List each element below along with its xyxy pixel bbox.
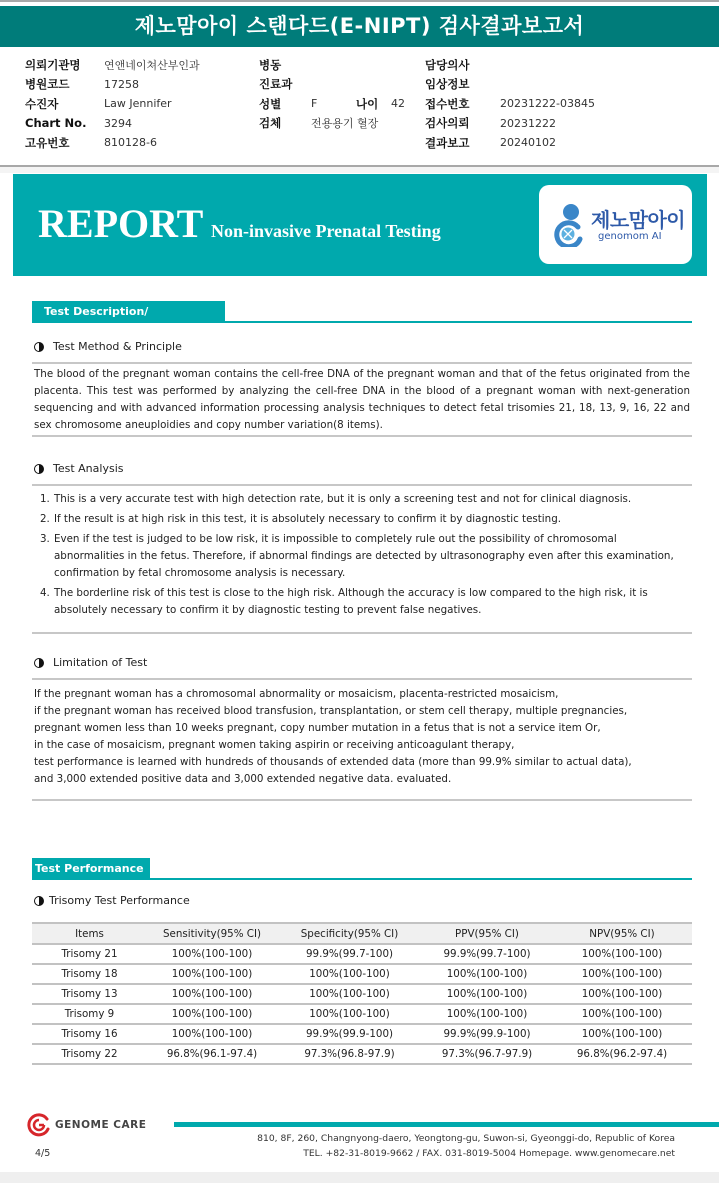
divider (32, 435, 692, 437)
subhead-analysis-label: Test Analysis (53, 462, 124, 475)
cell: Trisomy 13 (32, 984, 147, 1004)
grey-strip (0, 167, 719, 173)
genomom-mother-icon (551, 203, 587, 247)
cell: Trisomy 18 (32, 964, 147, 984)
info-value: 20231222-03845 (500, 97, 595, 111)
info-label: 접수번호 (425, 96, 470, 111)
info-row-report-date (425, 133, 595, 153)
info-row-clinical-info (425, 75, 595, 95)
info-row-department (259, 75, 405, 95)
cell: 100%(100-100) (147, 1024, 277, 1044)
half-circle-icon (34, 658, 44, 668)
subhead-limitation (34, 656, 147, 669)
info-label: 병원코드 (25, 77, 70, 92)
info-label: 진료과 (259, 77, 293, 92)
info-row-hospital-code (25, 75, 200, 95)
cell: 100%(100-100) (277, 1004, 422, 1024)
info-label: 담당의사 (425, 57, 470, 72)
cell: 100%(100-100) (147, 984, 277, 1004)
info-label: 검체 (259, 116, 282, 131)
info-row-sex-age (259, 94, 405, 114)
divider (32, 632, 692, 634)
section-header-description (32, 301, 692, 339)
bottom-strip (0, 1172, 719, 1183)
info-label: 고유번호 (25, 135, 70, 150)
cell: 97.3%(96.7-97.9) (422, 1044, 552, 1064)
patient-info-col2 (259, 55, 405, 133)
subhead-limitation-label: Limitation of Test (53, 656, 148, 669)
info-row-receipt-no (425, 94, 595, 114)
cell: 100%(100-100) (552, 984, 692, 1004)
col-header-sensitivity: Sensitivity(95% CI) (147, 923, 277, 944)
info-row-specimen (259, 114, 405, 134)
info-label: Chart No. (25, 116, 87, 131)
analysis-item (40, 491, 690, 508)
footer-contact: TEL. +82-31-8019-9662 / FAX. 031-8019-5004 Homepage. www.genomecare.net (303, 1148, 675, 1159)
table-row (32, 944, 692, 964)
cell: 99.9%(99.7-100) (422, 944, 552, 964)
analysis-item (40, 531, 690, 582)
item-text: Even if the test is judged to be low risk, it is impossible to completely rule out the possibility of chromosomal abnormalities in the fetus. Therefore, if abnormal findings are detected by ultrasonography even after this examination, confirmation by fetal chromosome analysis is necessary. (54, 533, 674, 579)
half-circle-icon (34, 342, 44, 352)
item-text: The borderline risk of this test is close to the high risk. Although the accuracy is low compared to the high risk, it is absolutely necessary to confirm it by diagnostic testing to prevent false negatives. (54, 587, 648, 616)
col-header-specificity: Specificity(95% CI) (277, 923, 422, 944)
report-banner (13, 174, 707, 276)
limitation-line: If the pregnant woman has a chromosomal abnormality or mosaicism, placenta-restricted mosaicism, (34, 688, 559, 700)
genomecare-wordmark: GENOME CARE (55, 1119, 147, 1131)
info-label-age: 나이 (356, 96, 379, 111)
info-row-doctor (425, 55, 595, 75)
banner-report-label: REPORT (38, 201, 204, 246)
info-row-chart-no (25, 114, 200, 134)
limitation-line: if the pregnant woman has received blood transfusion, transplantation, or stem cell therapy, multiple pregnancies, (34, 705, 628, 717)
item-number: 4. (40, 587, 50, 599)
cell: 96.8%(96.2-97.4) (552, 1044, 692, 1064)
table-row (32, 1044, 692, 1064)
table-row (32, 1004, 692, 1024)
trisomy-performance-table (32, 922, 692, 1065)
analysis-list (40, 491, 690, 622)
info-label: 임상정보 (425, 77, 470, 92)
cell: 100%(100-100) (422, 984, 552, 1004)
footer-address: 810, 8F, 260, Changnyong-daero, Yeongtong-gu, Suwon-si, Gyeonggi-do, Republic of Korea (257, 1133, 675, 1144)
cell: 100%(100-100) (552, 1004, 692, 1024)
table-row (32, 984, 692, 1004)
cell: Trisomy 16 (32, 1024, 147, 1044)
genomom-logo (539, 185, 692, 264)
info-value-age: 42 (391, 97, 405, 111)
limitation-line: in the case of mosaicism, pregnant women taking aspirin or receiving anticoagulant therapy, (34, 739, 515, 751)
info-label: 성별 (259, 96, 282, 111)
limitation-line: and 3,000 extended positive data and 3,000 extended negative data. evaluated. (34, 773, 452, 785)
top-rule (0, 0, 719, 2)
item-text: This is a very accurate test with high detection rate, but it is only a screening test and not for clinical diagnosis. (54, 493, 632, 505)
divider (32, 362, 692, 364)
table-row (32, 1024, 692, 1044)
patient-info-col1 (25, 55, 200, 153)
info-value: Law Jennifer (104, 97, 172, 111)
info-row-patient (25, 94, 200, 114)
info-label: 결과보고 (425, 135, 470, 150)
info-label: 검사의뢰 (425, 116, 470, 131)
cell: 100%(100-100) (147, 964, 277, 984)
limitation-text (34, 686, 690, 788)
item-number: 2. (40, 513, 50, 525)
section-tab-performance: Test Performance (32, 858, 150, 879)
info-value: F (311, 97, 318, 111)
banner-subtitle: Non-invasive Prenatal Testing (211, 221, 441, 241)
table-row (32, 964, 692, 984)
info-row-request-date (425, 114, 595, 134)
divider (32, 799, 692, 801)
info-row-ward (259, 55, 405, 75)
cell: 99.9%(99.9-100) (422, 1024, 552, 1044)
info-label: 병동 (259, 57, 282, 72)
cell: 100%(100-100) (277, 984, 422, 1004)
half-circle-icon (34, 896, 44, 906)
cell: 99.9%(99.7-100) (277, 944, 422, 964)
subhead-method (34, 340, 182, 353)
patient-info-col3 (425, 55, 595, 153)
col-header-npv: NPV(95% CI) (552, 923, 692, 944)
info-label: 의뢰기관명 (25, 57, 81, 72)
divider (32, 484, 692, 486)
subhead-trisomy-label: Trisomy Test Performance (49, 894, 190, 907)
section-header-performance (32, 858, 692, 880)
cell: Trisomy 9 (32, 1004, 147, 1024)
info-value: 17258 (104, 77, 139, 91)
cell: 100%(100-100) (147, 1004, 277, 1024)
subhead-method-label: Test Method & Principle (53, 340, 182, 353)
cell: 99.9%(99.9-100) (277, 1024, 422, 1044)
section-tab-description: Test Description/ Interpretation (32, 301, 225, 322)
divider (32, 678, 692, 680)
info-row-institution (25, 55, 200, 75)
item-text: If the result is at high risk in this test, it is absolutely necessary to confirm it by diagnostic testing. (54, 513, 562, 525)
genomecare-g-icon (27, 1113, 51, 1137)
report-title: 제노맘아이 스탠다드(E-NIPT) 검사결과보고서 (0, 6, 719, 47)
subhead-analysis (34, 462, 123, 475)
analysis-item (40, 585, 690, 619)
cell: 96.8%(96.1-97.4) (147, 1044, 277, 1064)
info-value: 3294 (104, 116, 132, 130)
col-header-ppv: PPV(95% CI) (422, 923, 552, 944)
logo-korean-text: 제노맘아이 (591, 208, 686, 232)
genomecare-logo (27, 1113, 146, 1137)
info-value: 20231222 (500, 116, 556, 130)
half-circle-icon (34, 464, 44, 474)
item-number: 3. (40, 533, 50, 545)
cell: 100%(100-100) (277, 964, 422, 984)
analysis-item (40, 511, 690, 528)
cell: 100%(100-100) (552, 1024, 692, 1044)
method-text: The blood of the pregnant woman contains the cell-free DNA of the pregnant woman and that of the fetus originated from the placenta. This test was performed by analyzing the cell-free DNA in the blood of a pregnant woman with next-generation sequencing and with advanced information processing analysis techniques to detect fetal trisomies 21, 18, 13, 9, 16, 22 and sex chromosome aneuploidies and copy number variation(8 items). (34, 368, 690, 431)
cell: 100%(100-100) (552, 944, 692, 964)
info-row-unique-id (25, 133, 200, 153)
cell: 100%(100-100) (422, 964, 552, 984)
col-header-items: Items (32, 923, 147, 944)
info-label: 수진자 (25, 96, 59, 111)
info-value: 810128-6 (104, 136, 157, 150)
info-value: 20240102 (500, 136, 556, 150)
cell: 100%(100-100) (552, 964, 692, 984)
cell: Trisomy 21 (32, 944, 147, 964)
subhead-trisomy (34, 894, 190, 907)
info-value: 전용용기 혈장 (311, 117, 379, 131)
limitation-line: pregnant women less than 10 weeks pregnant, copy number mutation in a fetus that is not a service item Or, (34, 722, 601, 734)
table-header-row (32, 923, 692, 944)
info-value: 연앤네이쳐산부인과 (104, 58, 200, 72)
cell: 100%(100-100) (422, 1004, 552, 1024)
footer-accent-line (174, 1122, 719, 1127)
item-number: 1. (40, 493, 50, 505)
logo-english-text: genomom AI (598, 231, 662, 242)
cell: 97.3%(96.8-97.9) (277, 1044, 422, 1064)
limitation-line: test performance is learned with hundreds of thousands of extended data (more than 99.9% similar to actual data), (34, 756, 632, 768)
cell: Trisomy 22 (32, 1044, 147, 1064)
page-number: 4/5 (35, 1148, 51, 1159)
cell: 100%(100-100) (147, 944, 277, 964)
